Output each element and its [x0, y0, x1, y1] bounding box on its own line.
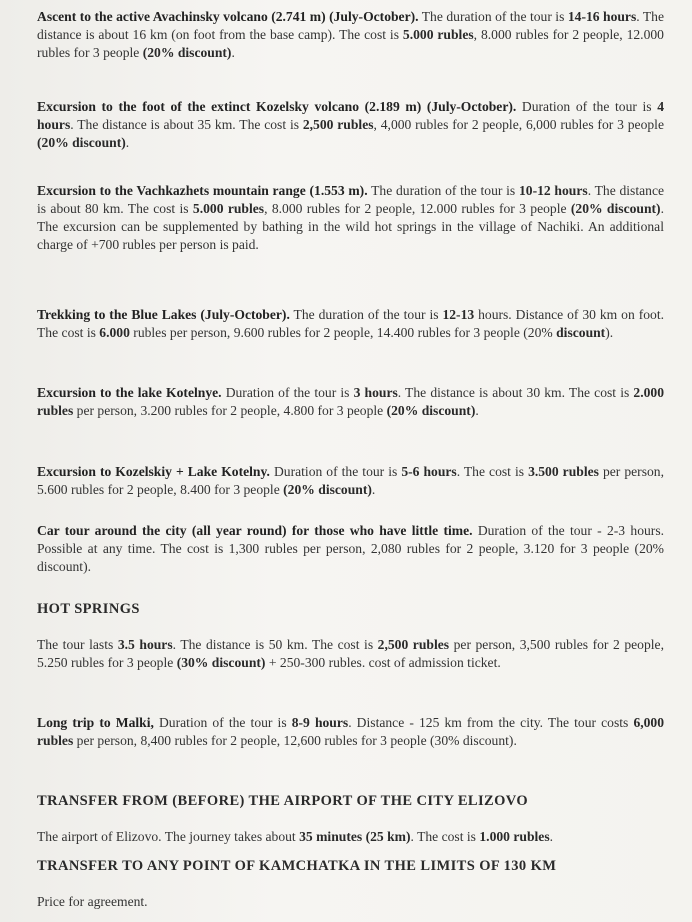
body-text: . The distance is about 80 km. The cost is: [37, 183, 665, 216]
tour-title: Excursion to the Vachkazhets mountain range (1.553 m).: [37, 183, 368, 198]
tour-title: Excursion to the lake Kotelnye.: [37, 385, 222, 400]
transfer-airport-text: [37, 828, 664, 846]
body-text: The duration of the tour is: [367, 183, 519, 198]
emphasis-text: 35 minutes (25 km): [299, 829, 411, 844]
body-text: . The distance is about 16 km (on foot from the base camp). The cost is: [37, 9, 665, 42]
emphasis-text: 2,500 rubles: [377, 637, 450, 652]
tour-kozelskiy-kotelny: [37, 463, 664, 499]
emphasis-text: 3.5 hours: [117, 637, 173, 652]
body-text: .: [549, 829, 554, 844]
body-text: . The distance is about 30 km. The cost is: [397, 385, 634, 400]
tour-kozelsky: [37, 98, 664, 152]
emphasis-text: 6,000 rubles: [37, 715, 665, 748]
body-text: . The excursion can be supplemented by bathing in the wild hot springs in the village of Nachiki. An additional charge of +700 rubles per person is paid.: [37, 201, 664, 252]
tour-malki: [37, 714, 664, 750]
tour-title: Long trip to Malki,: [37, 715, 154, 730]
emphasis-text: 5.000 rubles: [402, 27, 474, 42]
body-text: . The cost is: [410, 829, 480, 844]
emphasis-text: 2.000 rubles: [37, 385, 665, 418]
transfer-any-text: Price for agreement.: [37, 894, 148, 909]
emphasis-text: 1.000 rubles: [479, 829, 550, 844]
tour-avachinsky: [37, 8, 664, 62]
emphasis-text: (20% discount): [142, 45, 232, 60]
tour-car-city: [37, 522, 664, 576]
body-text: . The cost is: [456, 464, 529, 479]
body-text: Duration of the tour - 2-3 hours. Possible at any time. The cost is 1,300 rubles per person, 2,080 rubles for 2 people, 3.120 for 3 people (20% discount).: [37, 523, 665, 574]
body-text: Duration of the tour is: [516, 99, 658, 114]
body-text: rubles per person, 9.600 rubles for 2 people, 14.400 rubles for 3 people (20%: [129, 325, 557, 340]
body-text: .: [475, 403, 479, 418]
tour-blue-lakes: [37, 306, 664, 342]
emphasis-text: 8-9 hours: [291, 715, 349, 730]
emphasis-text: (30% discount): [176, 655, 266, 670]
tour-title: Excursion to Kozelskiy + Lake Kotelny.: [37, 464, 270, 479]
tour-title: Trekking to the Blue Lakes (July-October).: [37, 307, 290, 322]
body-text: The duration of the tour is: [289, 307, 443, 322]
tour-title: Ascent to the active Avachinsky volcano (2.741 m) (July-October).: [37, 9, 419, 24]
body-text: Duration of the tour is: [221, 385, 354, 400]
emphasis-text: 2,500 rubles: [302, 117, 374, 132]
body-text: The tour lasts: [37, 637, 118, 652]
body-text: .: [231, 45, 235, 60]
emphasis-text: 5.000 rubles: [192, 201, 265, 216]
tour-title: Car tour around the city (all year round) for those who have little time.: [37, 523, 473, 538]
body-text: . The distance is 50 km. The cost is: [172, 637, 378, 652]
body-text: .: [371, 482, 376, 497]
body-text: , 8.000 rubles for 2 people, 12.000 rubles for 3 people: [264, 201, 571, 216]
body-text: The duration of the tour is: [418, 9, 568, 24]
emphasis-text: 10-12 hours: [518, 183, 588, 198]
body-text: Duration of the tour is: [269, 464, 402, 479]
emphasis-text: 4 hours: [37, 99, 664, 132]
emphasis-text: 14-16 hours: [567, 9, 637, 24]
body-text: The airport of Elizovo. The journey takes about: [37, 829, 300, 844]
transfer-any-heading: TRANSFER TO ANY POINT OF KAMCHATKA IN THE LIMITS OF 130 KM: [37, 858, 557, 874]
body-text: . The distance is about 35 km. The cost is: [70, 117, 303, 132]
body-text: per person, 5.600 rubles for 2 people, 8.400 for 3 people: [37, 464, 664, 497]
body-text: per person, 3.200 rubles for 2 people, 4.800 for 3 people: [73, 403, 387, 418]
emphasis-text: (20% discount): [283, 482, 372, 497]
emphasis-text: 3 hours: [353, 385, 398, 400]
body-text: . Distance - 125 km from the city. The tour costs: [348, 715, 634, 730]
body-text: , 8.000 rubles for 2 people, 12.000 rubles for 3 people: [37, 27, 664, 60]
transfer-airport-heading: TRANSFER FROM (BEFORE) THE AIRPORT OF THE CITY ELIZOVO: [37, 793, 529, 809]
emphasis-text: (20% discount): [570, 201, 661, 216]
emphasis-text: discount: [556, 325, 606, 340]
hot-springs-text: [37, 636, 664, 672]
emphasis-text: (20% discount): [386, 403, 476, 418]
body-text: Duration of the tour is: [153, 715, 292, 730]
tour-lake-kotelnye: [37, 384, 664, 420]
hot-springs-heading: HOT SPRINGS: [37, 601, 140, 617]
tour-vachkazhets: [37, 182, 664, 254]
body-text: per person, 8,400 rubles for 2 people, 12,600 rubles for 3 people (30% discount).: [73, 733, 517, 748]
body-text: , 4,000 rubles for 2 people, 6,000 rubles for 3 people: [373, 117, 664, 132]
emphasis-text: (20% discount): [37, 135, 126, 150]
body-text: ).: [605, 325, 614, 340]
emphasis-text: 5-6 hours: [401, 464, 457, 479]
emphasis-text: 3.500 rubles: [528, 464, 599, 479]
body-text: .: [125, 135, 130, 150]
emphasis-text: 6.000: [99, 325, 130, 340]
tour-title: Excursion to the foot of the extinct Kozelsky volcano (2.189 m) (July-October).: [37, 99, 517, 114]
body-text: hours. Distance of 30 km on foot. The cost is: [37, 307, 664, 340]
body-text: per person, 3,500 rubles for 2 people, 5.250 rubles for 3 people: [37, 637, 664, 670]
body-text: + 250-300 rubles. cost of admission ticket.: [265, 655, 501, 670]
emphasis-text: 12-13: [442, 307, 475, 322]
